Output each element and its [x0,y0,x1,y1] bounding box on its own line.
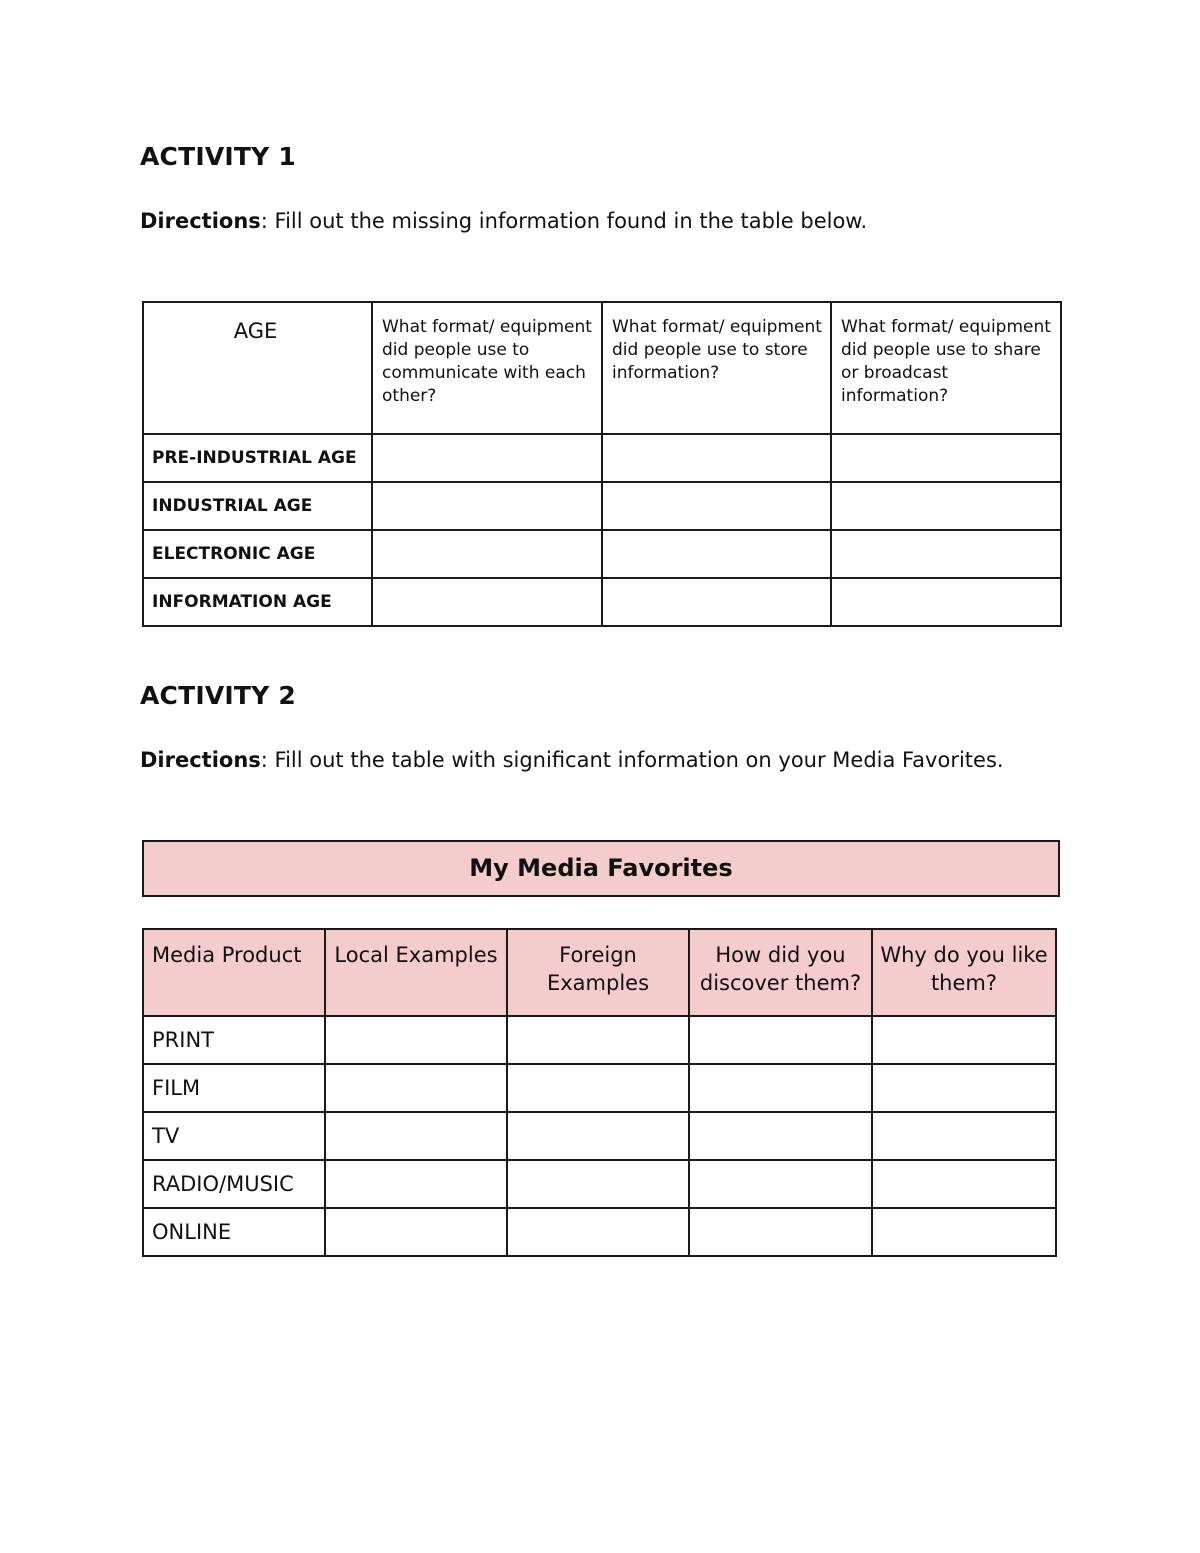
answer-cell[interactable] [689,1208,872,1256]
answer-cell[interactable] [325,1112,507,1160]
row-label-print: PRINT [143,1016,325,1064]
activity-2-directions [140,748,1004,772]
header-broadcast: What format/ equipment did people use to share or broadcast information? [831,302,1061,434]
answer-cell[interactable] [507,1112,689,1160]
answer-cell[interactable] [325,1160,507,1208]
directions-label: Directions [140,209,261,233]
row-label-tv: TV [143,1112,325,1160]
activity-1-directions [140,209,867,233]
header-why-like: Why do you like them? [872,929,1056,1016]
header-local-examples: Local Examples [325,929,507,1016]
answer-cell[interactable] [372,482,602,530]
answer-cell[interactable] [872,1208,1056,1256]
row-label-pre-industrial: PRE-INDUSTRIAL AGE [143,434,372,482]
answer-cell[interactable] [872,1064,1056,1112]
media-favorites-table [142,928,1057,1257]
answer-cell[interactable] [602,530,831,578]
row-label-film: FILM [143,1064,325,1112]
header-communicate: What format/ equipment did people use to communicate with each other? [372,302,602,434]
activity-2-title: ACTIVITY 2 [140,681,296,710]
table-row [143,530,1061,578]
answer-cell[interactable] [507,1064,689,1112]
header-foreign-examples: Foreign Examples [507,929,689,1016]
row-label-radio-music: RADIO/MUSIC [143,1160,325,1208]
answer-cell[interactable] [872,1160,1056,1208]
header-store: What format/ equipment did people use to store information? [602,302,831,434]
answer-cell[interactable] [372,434,602,482]
table-row [143,1112,1056,1160]
answer-cell[interactable] [689,1112,872,1160]
row-label-online: ONLINE [143,1208,325,1256]
answer-cell[interactable] [872,1016,1056,1064]
answer-cell[interactable] [602,482,831,530]
answer-cell[interactable] [325,1064,507,1112]
answer-cell[interactable] [372,530,602,578]
answer-cell[interactable] [831,482,1061,530]
ages-table [142,301,1062,627]
table-row [143,434,1061,482]
header-media-product: Media Product [143,929,325,1016]
table-row [143,578,1061,626]
answer-cell[interactable] [689,1160,872,1208]
answer-cell[interactable] [689,1064,872,1112]
row-label-information: INFORMATION AGE [143,578,372,626]
answer-cell[interactable] [602,578,831,626]
table-row [143,1208,1056,1256]
answer-cell[interactable] [372,578,602,626]
answer-cell[interactable] [689,1016,872,1064]
directions-text: : Fill out the missing information found in the table below. [260,209,868,233]
answer-cell[interactable] [507,1208,689,1256]
answer-cell[interactable] [831,578,1061,626]
media-table-header-row [143,929,1056,1016]
answer-cell[interactable] [507,1016,689,1064]
answer-cell[interactable] [325,1016,507,1064]
answer-cell[interactable] [507,1160,689,1208]
row-label-industrial: INDUSTRIAL AGE [143,482,372,530]
answer-cell[interactable] [325,1208,507,1256]
row-label-electronic: ELECTRONIC AGE [143,530,372,578]
media-favorites-title: My Media Favorites [142,840,1060,897]
answer-cell[interactable] [602,434,831,482]
ages-table-header-row [143,302,1061,434]
answer-cell[interactable] [831,434,1061,482]
answer-cell[interactable] [872,1112,1056,1160]
table-row [143,1064,1056,1112]
table-row [143,1160,1056,1208]
table-row [143,482,1061,530]
directions-text: : Fill out the table with significant information on your Media Favorites. [260,748,1004,772]
header-discover: How did you discover them? [689,929,872,1016]
header-age: AGE [143,302,372,434]
directions-label: Directions [140,748,261,772]
table-row [143,1016,1056,1064]
answer-cell[interactable] [831,530,1061,578]
activity-1-title: ACTIVITY 1 [140,142,296,171]
